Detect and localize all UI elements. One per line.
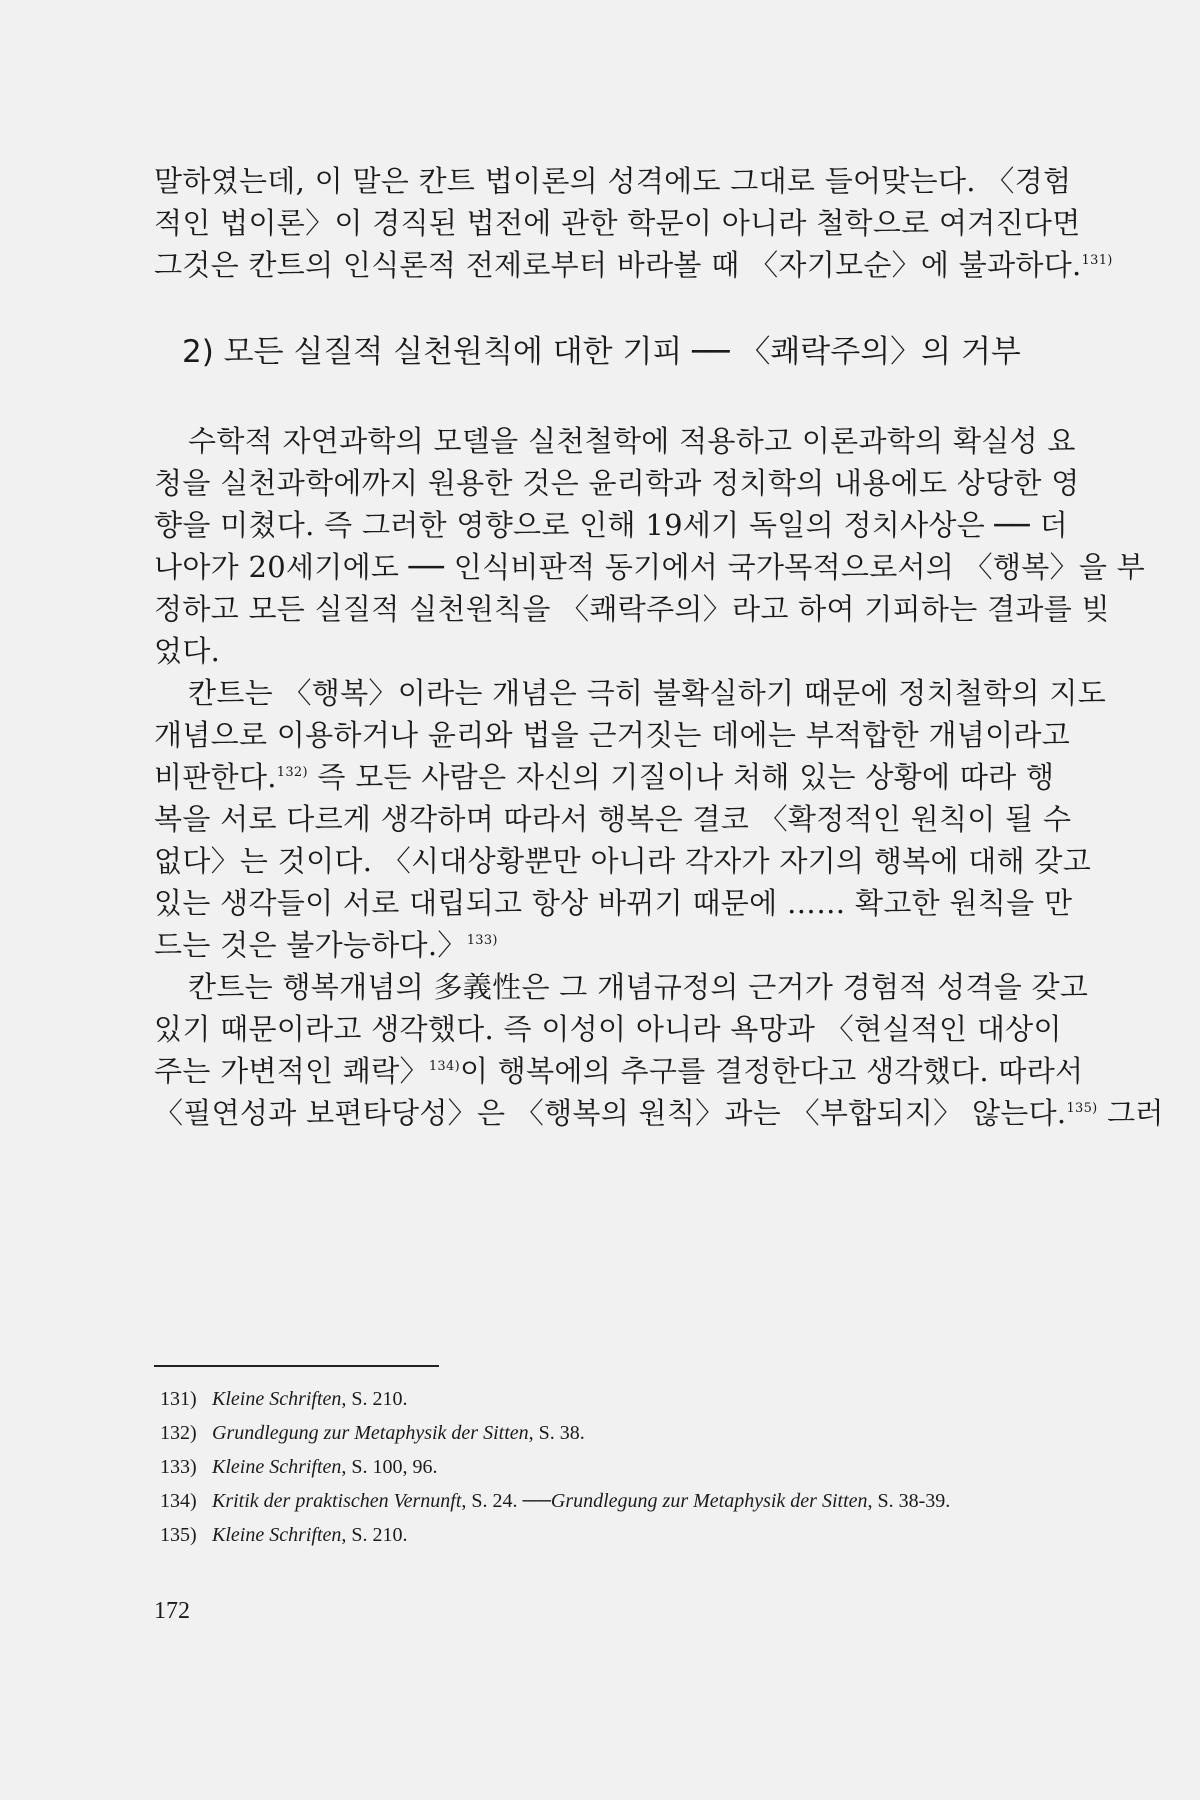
text-line xyxy=(154,1092,1164,1134)
footnote-number: 132) xyxy=(160,1422,197,1444)
text-line xyxy=(154,756,1055,798)
footnote-text: , S. 38-39. xyxy=(867,1490,951,1512)
text-line: 복을 서로 다르게 생각하며 따라서 행복은 결코 〈확정적인 원칙이 될 수 xyxy=(154,802,1072,836)
text-span: 즉 모든 사람은 자신의 기질이나 처해 있는 상황에 따라 행 xyxy=(307,760,1055,794)
text-line xyxy=(154,924,1034,966)
footnote-text: , S. 210. xyxy=(341,1388,408,1410)
text-span: 〈필연성과 보편타당성〉은 〈행복의 원칙〉과는 〈부합되지〉 않는다. xyxy=(154,1096,1067,1130)
text-line: 정하고 모든 실질적 실천원칙을 〈쾌락주의〉라고 하여 기피하는 결과를 빚 xyxy=(154,592,1110,626)
footnote-number: 135) xyxy=(160,1524,197,1546)
footnote xyxy=(160,1416,1040,1450)
footnote-ref: 132) xyxy=(276,765,308,780)
footnote-ref: 131) xyxy=(1081,253,1113,268)
body-text xyxy=(154,160,1164,1134)
text-span: 이 행복에의 추구를 결정한다고 생각했다. 따라서 xyxy=(459,1054,1084,1088)
section-heading: 2) 모든 실질적 실천원칙에 대한 기피 ── 〈쾌락주의〉의 거부 xyxy=(182,334,1021,370)
footnote-ref: 135) xyxy=(1066,1101,1098,1116)
text-span: 그것은 칸트의 인식론적 전제로부터 바라볼 때 〈자기모순〉에 불과하다. xyxy=(154,248,1082,282)
text-span: 주는 가변적인 쾌락〉 xyxy=(154,1054,429,1088)
page-number: 172 xyxy=(154,1598,190,1624)
text-line: 수학적 자연과학의 모델을 실천철학에 적용하고 이론과학의 확실성 요 xyxy=(188,424,1076,458)
text-line: 없다〉는 것이다. 〈시대상황뿐만 아니라 각자가 자기의 행복에 대해 갖고 xyxy=(154,844,1092,878)
footnote-title: Kleine Schriften xyxy=(212,1456,342,1478)
footnote-number: 134) xyxy=(160,1490,197,1512)
footnote-title: Kritik der praktischen Vernunft xyxy=(212,1490,462,1512)
footnote-text: , S. 210. xyxy=(341,1524,408,1546)
footnote-divider xyxy=(154,1365,439,1367)
text-line: 칸트는 〈행복〉이라는 개념은 극히 불확실하기 때문에 정치철학의 지도 xyxy=(188,676,1107,710)
text-line: 개념으로 이용하거나 윤리와 법을 근거짓는 데에는 부적합한 개념이라고 xyxy=(154,718,1071,752)
footnote-text: , S. 100, 96. xyxy=(341,1456,438,1478)
footnote-title: Kleine Schriften xyxy=(212,1524,342,1546)
text-span: 드는 것은 불가능하다.〉 xyxy=(154,928,467,962)
text-line xyxy=(154,1050,1084,1092)
text-line: 적인 법이론〉이 경직된 법전에 관한 학문이 아니라 철학으로 여겨진다면 xyxy=(154,206,1081,240)
text-line: 나아가 20세기에도 ── 인식비판적 동기에서 국가목적으로서의 〈행복〉을 부 xyxy=(154,550,1146,584)
text-line xyxy=(154,244,1113,286)
footnotes xyxy=(160,1382,1040,1552)
footnote-number: 131) xyxy=(160,1388,197,1410)
footnote-ref: 134) xyxy=(428,1059,460,1074)
text-span: 비판한다. xyxy=(154,760,277,794)
text-line: 청을 실천과학에까지 원용한 것은 윤리학과 정치학의 내용에도 상당한 영 xyxy=(154,466,1080,500)
text-line: 었다. xyxy=(154,634,221,668)
footnote xyxy=(160,1382,1040,1416)
footnote-title: Grundlegung zur Metaphysik der Sitten xyxy=(550,1490,868,1512)
text-line: 있는 생각들이 서로 대립되고 항상 바뀌기 때문에 …… 확고한 원칙을 만 xyxy=(154,886,1073,920)
text-line: 있기 때문이라고 생각했다. 즉 이성이 아니라 욕망과 〈현실적인 대상이 xyxy=(154,1012,1062,1046)
text-span: 그러 xyxy=(1097,1096,1164,1130)
footnote xyxy=(160,1484,1040,1518)
footnote xyxy=(160,1450,1040,1484)
footnote-number: 133) xyxy=(160,1456,197,1478)
text-line: 향을 미쳤다. 즉 그러한 영향으로 인해 19세기 독일의 정치사상은 ── 더 xyxy=(154,508,1068,542)
footnote-text: , S. 24. ── xyxy=(461,1490,551,1512)
footnote-title: Kleine Schriften xyxy=(212,1388,342,1410)
footnote-title: Grundlegung zur Metaphysik der Sitten xyxy=(212,1422,529,1444)
text-line: 칸트는 행복개념의 多義性은 그 개념규정의 근거가 경험적 성격을 갖고 xyxy=(188,970,1089,1004)
text-line: 말하였는데, 이 말은 칸트 법이론의 성격에도 그대로 들어맞는다. 〈경험 xyxy=(154,164,1072,198)
footnote-text: , S. 38. xyxy=(528,1422,585,1444)
footnote-ref: 133) xyxy=(466,933,498,948)
footnote xyxy=(160,1518,1040,1552)
